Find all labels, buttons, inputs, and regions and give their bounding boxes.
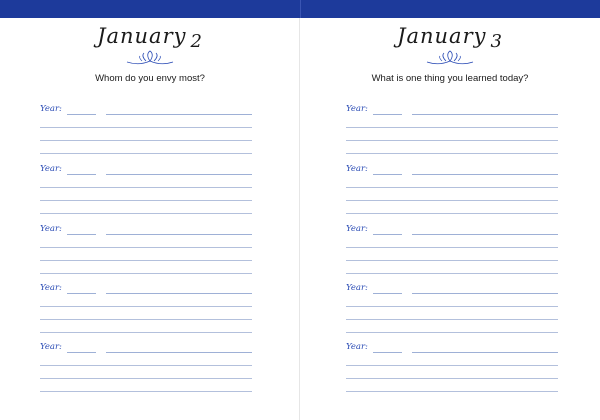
day-number: 3 xyxy=(490,31,503,52)
year-entry xyxy=(40,224,254,280)
answer-line[interactable] xyxy=(106,352,252,353)
year-label: Year: xyxy=(346,104,368,114)
date-title xyxy=(300,24,600,52)
answer-line[interactable] xyxy=(346,391,558,392)
year-entry xyxy=(346,164,560,220)
year-label: Year: xyxy=(40,164,62,174)
answer-line[interactable] xyxy=(346,187,558,188)
year-entry xyxy=(346,342,560,398)
year-blank[interactable] xyxy=(67,293,96,294)
year-blank[interactable] xyxy=(373,234,402,235)
answer-line[interactable] xyxy=(346,378,558,379)
year-entry xyxy=(40,342,254,398)
answer-line[interactable] xyxy=(106,174,252,175)
answer-line[interactable] xyxy=(346,140,558,141)
answer-line[interactable] xyxy=(40,140,252,141)
year-label: Year: xyxy=(346,342,368,352)
answer-line[interactable] xyxy=(40,391,252,392)
year-entry xyxy=(346,283,560,339)
answer-line[interactable] xyxy=(412,174,558,175)
flourish-ornament-icon xyxy=(125,49,175,67)
top-bar xyxy=(300,0,600,18)
answer-line[interactable] xyxy=(346,365,558,366)
answer-line[interactable] xyxy=(40,319,252,320)
year-blank[interactable] xyxy=(373,352,402,353)
answer-line[interactable] xyxy=(40,153,252,154)
answer-line[interactable] xyxy=(412,352,558,353)
answer-line[interactable] xyxy=(40,200,252,201)
date-title xyxy=(0,24,300,52)
month: January xyxy=(97,24,187,48)
answer-line[interactable] xyxy=(40,260,252,261)
day-number: 2 xyxy=(190,31,203,52)
answer-line[interactable] xyxy=(40,365,252,366)
answer-line[interactable] xyxy=(40,247,252,248)
page-right xyxy=(300,0,600,420)
year-entry xyxy=(40,283,254,339)
year-label: Year: xyxy=(346,283,368,293)
year-blank[interactable] xyxy=(67,114,96,115)
answer-line[interactable] xyxy=(346,200,558,201)
answer-line[interactable] xyxy=(40,213,252,214)
year-label: Year: xyxy=(346,224,368,234)
answer-line[interactable] xyxy=(346,306,558,307)
answer-line[interactable] xyxy=(40,332,252,333)
year-blank[interactable] xyxy=(67,352,96,353)
month: January xyxy=(397,24,487,48)
year-entry xyxy=(346,224,560,280)
year-blank[interactable] xyxy=(67,174,96,175)
answer-line[interactable] xyxy=(346,213,558,214)
answer-line[interactable] xyxy=(106,234,252,235)
daily-question: What is one thing you learned today? xyxy=(371,73,529,84)
answer-line[interactable] xyxy=(412,114,558,115)
year-blank[interactable] xyxy=(67,234,96,235)
year-entry xyxy=(40,104,254,160)
answer-line[interactable] xyxy=(346,127,558,128)
answer-line[interactable] xyxy=(40,306,252,307)
answer-line[interactable] xyxy=(346,319,558,320)
year-label: Year: xyxy=(346,164,368,174)
year-blank[interactable] xyxy=(373,293,402,294)
answer-line[interactable] xyxy=(346,332,558,333)
daily-question: Whom do you envy most? xyxy=(95,73,205,84)
answer-line[interactable] xyxy=(346,247,558,248)
answer-line[interactable] xyxy=(346,273,558,274)
year-label: Year: xyxy=(40,283,62,293)
answer-line[interactable] xyxy=(40,127,252,128)
flourish-ornament-icon xyxy=(425,49,475,67)
answer-line[interactable] xyxy=(106,293,252,294)
year-entry xyxy=(346,104,560,160)
year-entry xyxy=(40,164,254,220)
answer-line[interactable] xyxy=(346,260,558,261)
year-label: Year: xyxy=(40,342,62,352)
top-bar xyxy=(0,0,300,18)
answer-line[interactable] xyxy=(346,153,558,154)
answer-line[interactable] xyxy=(40,273,252,274)
answer-line[interactable] xyxy=(40,378,252,379)
year-label: Year: xyxy=(40,104,62,114)
answer-line[interactable] xyxy=(106,114,252,115)
year-blank[interactable] xyxy=(373,174,402,175)
answer-line[interactable] xyxy=(412,234,558,235)
year-label: Year: xyxy=(40,224,62,234)
year-blank[interactable] xyxy=(373,114,402,115)
answer-line[interactable] xyxy=(40,187,252,188)
answer-line[interactable] xyxy=(412,293,558,294)
